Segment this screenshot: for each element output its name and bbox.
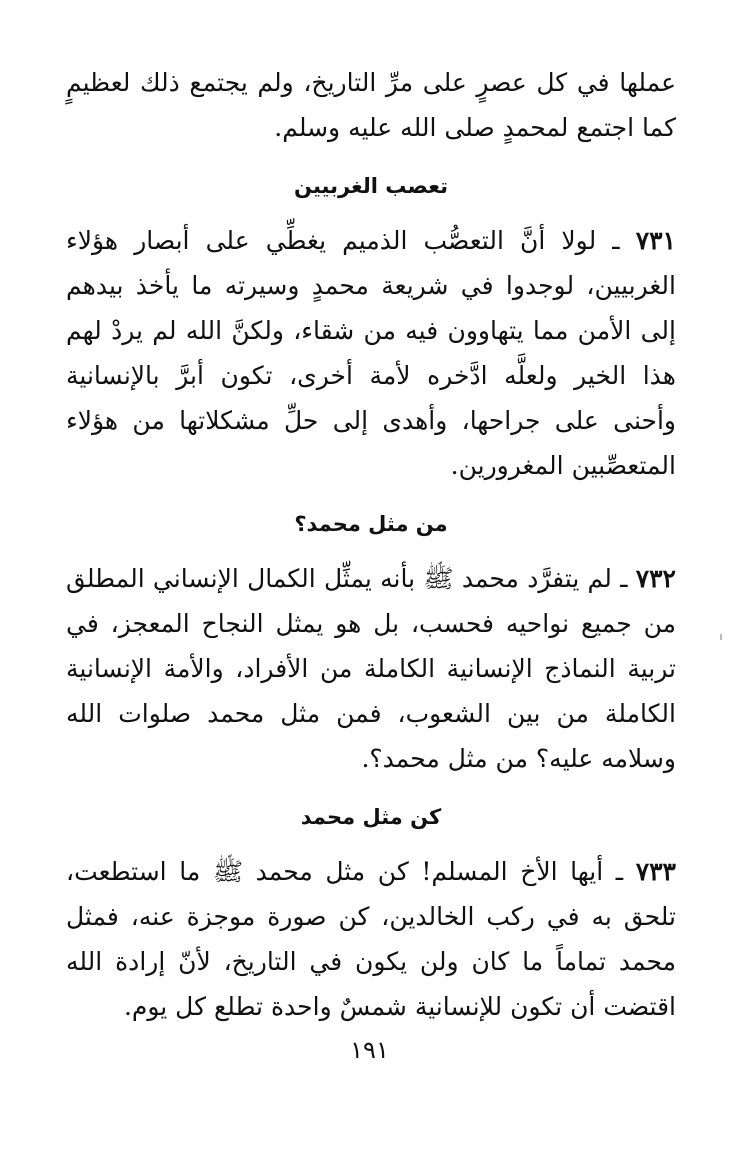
paragraph-number: ٧٣٣ — [635, 857, 676, 886]
paragraph-text: ـ لولا أنَّ التعصُّب الذميم يغطِّي على أبصار هؤلاء الغربيين، لوجدوا في شريعة محمدٍ وسيرته ما يأخذ بيدهم إلى الأمن مما يتهاوون فيه من شقاء، ولكنَّ الله لم يردْ لهم هذا الخير ولعلَّه ادَّخره لأمة أخرى، تكون أبرَّ بالإنسانية وأحنى على جراحها، وأهدى إلى حلِّ مشكلاتها من هؤلاء المتعصِّبين المغرورين. — [66, 226, 676, 480]
section-heading-western-bias: تعصب الغربيين — [294, 174, 448, 198]
paragraph-732 — [66, 556, 676, 781]
intro-paragraph: عملها في كل عصرٍ على مرِّ التاريخ، ولم يجتمع ذلك لعظيمٍ كما اجتمع لمحمدٍ صلى الله عليه وسلم. — [66, 68, 676, 142]
page-number: ١٩١ — [350, 1036, 389, 1064]
paragraph-733 — [66, 849, 676, 1029]
section-heading-be-like-muhammad: كن مثل محمد — [300, 805, 442, 829]
page-edge-mark — [720, 634, 722, 640]
page-body — [66, 60, 676, 1029]
paragraph-text: ـ لم يتفرَّد محمد ﷺ بأنه يمثِّل الكمال الإنساني المطلق من جميع نواحيه فحسب، بل هو يمثل النجاح المعجز، في تربية النماذج الإنسانية الكاملة من الأفراد، والأمة الإنسانية الكاملة من بين الشعوب، فمن مثل محمد صلوات الله وسلامه عليه؟ من مثل محمد؟. — [66, 564, 676, 773]
section-heading-who-like-muhammad: من مثل محمد؟ — [294, 512, 448, 536]
paragraph-number: ٧٣٢ — [635, 564, 676, 593]
paragraph-number: ٧٣١ — [635, 226, 676, 255]
paragraph-731 — [66, 218, 676, 488]
paragraph-text: ـ أيها الأخ المسلم! كن مثل محمد ﷺ ما استطعت، تلحق به في ركب الخالدين، كن صورة موجزة عنه، فمثل محمد تماماً ما كان ولن يكون في التاريخ، لأنّ إرادة الله اقتضت أن تكون للإنسانية شمسٌ واحدة تطلع كل يوم. — [66, 857, 676, 1021]
